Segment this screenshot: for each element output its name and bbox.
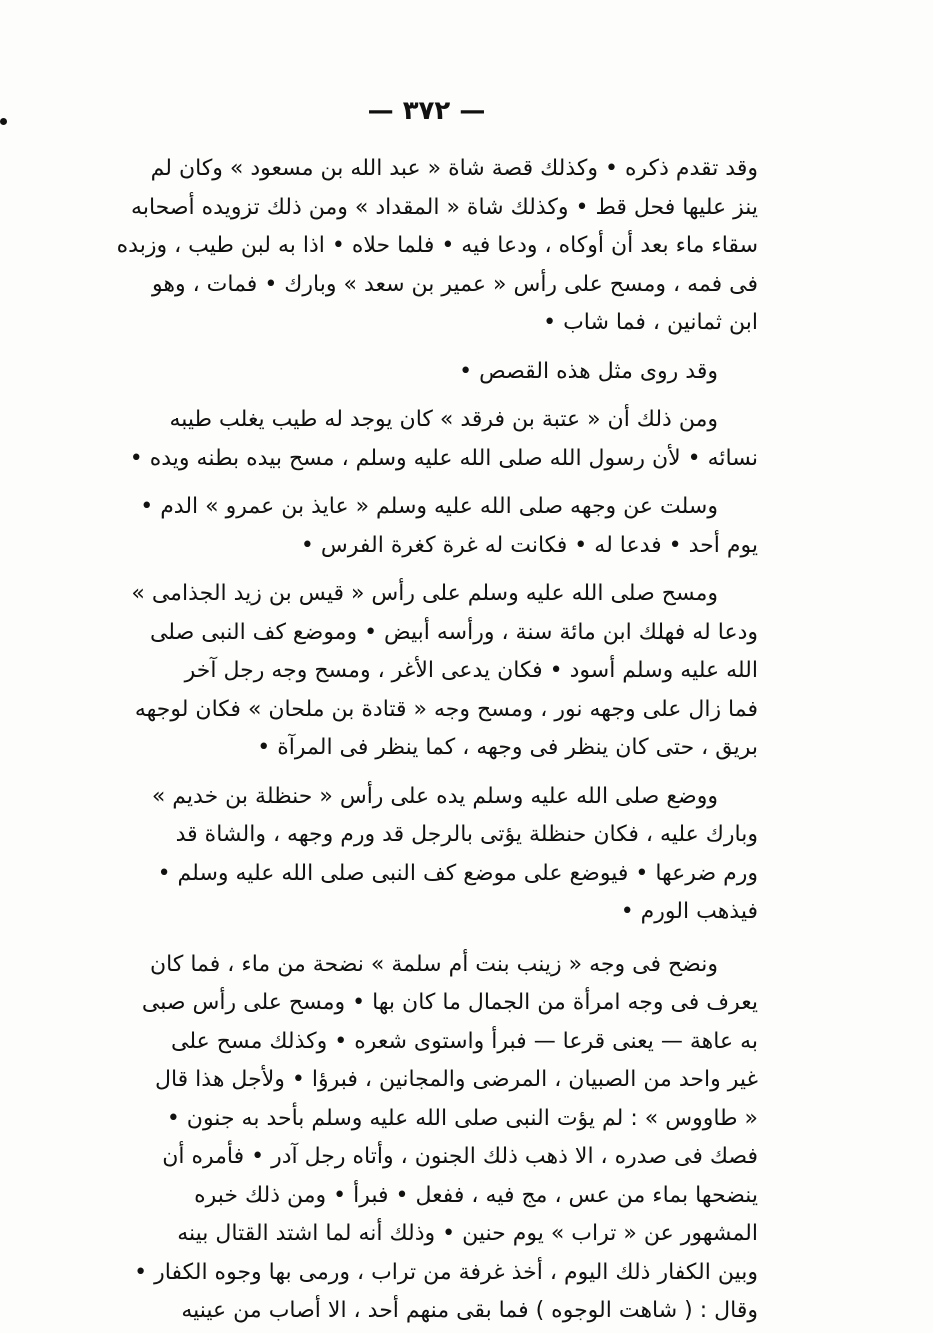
text-line: « طاووس » : لم يؤت النبى صلى الله عليه وسلم بأحد به جنون •	[166, 1105, 758, 1131]
text-line: ينز عليها فحل قط • وكذلك شاة « المقداد » ومن ذلك تزويده أصحابه	[131, 194, 758, 220]
text-line: الله عليه وسلم أسود • فكان يدعى الأغر ، ومسح وجه رجل آخر	[184, 658, 758, 683]
text-line: المشهور عن « تراب » يوم حنين • وذلك أنه لما اشتد القتال بينه	[177, 1221, 758, 1246]
text-line: ينضحها بماء من عس ، مج فيه ، ففعل • فبرأ • ومن ذلك خبره	[194, 1182, 758, 1208]
body-text	[108, 150, 758, 1333]
text-line: به عاهة — يعنى قرعا — فبرأ واستوى شعره • وكذلك مسح على	[171, 1028, 758, 1054]
text-line: ومسح صلى الله عليه وسلم على رأس « قيس بن زيد الجذامى »	[131, 581, 718, 606]
text-line: ابن ثمانين ، فما شاب •	[543, 310, 758, 335]
text-line: يعرف فى وجه امرأة من الجمال ما كان بها • ومسح على رأس صبى	[141, 990, 758, 1015]
text-line: سقاء ماء بعد أن أوكاه ، ودعا فيه • فلما حلاه • اذا به لبن طيب ، وزبده	[116, 233, 758, 258]
text-line: غير واحد من الصبيان ، المرضى والمجانين ، فبرؤا • ولأجل هذا قال	[154, 1067, 758, 1092]
paragraph-6	[108, 778, 758, 932]
text-line: فما زال على وجهه نور ، ومسح وجه « قتادة بن ملحان » فكان لوجهه	[134, 696, 758, 722]
text-line: وبارك عليه ، فكان حنظلة يؤتى بالرجل قد ورم وجهه ، والشاة قد	[175, 822, 758, 847]
paragraph-2	[108, 353, 758, 392]
text-line: يوم أحد • فدعا له • فكانت له غرة كغرة الفرس •	[300, 532, 758, 558]
paragraph-4	[108, 488, 758, 565]
text-line: ونضح فى وجه « زينب بنت أم سلمة » نضحة من ماء ، فما كان	[150, 951, 718, 977]
paragraph-3	[108, 401, 758, 478]
text-line: وسلت عن وجهه صلى الله عليه وسلم « عايذ بن عمرو » الدم •	[140, 494, 718, 519]
text-line: فصك فى صدره ، الا ذهب ذلك الجنون ، وأتاه رجل آدر • فأمره أن	[162, 1144, 758, 1169]
text-line: بريق ، حتى كان ينظر فى وجهه ، كما ينظر فى المرآة •	[257, 735, 758, 760]
text-line: ودعا له فهلك ابن مائة سنة ، ورأسه أبيض • وموضع كف النبى صلى	[149, 619, 758, 645]
paragraph-5	[108, 575, 758, 768]
text-line: وقد روى مثل هذه القصص •	[459, 358, 718, 384]
text-line: نسائه • لأن رسول الله صلى الله عليه وسلم ، مسح بيده بطنه ويده •	[129, 445, 758, 471]
page-number: — ٣٧٢ —	[367, 96, 486, 126]
text-line: ووضع صلى الله عليه وسلم يده على رأس « حنظلة بن خديم »	[151, 783, 718, 809]
text-line: وقال : ( شاهت الوجوه ) فما بقى منهم أحد ، الا أصاب من عينيه	[181, 1298, 758, 1323]
text-line: ورم ضرعها • فيوضع على موضع كف النبى صلى الله عليه وسلم •	[157, 860, 758, 886]
text-line: فيذهب الورم •	[620, 899, 758, 924]
text-line: فى فمه ، ومسح على رأس « عمير بن سعد » وبارك • فمات ، وهو	[152, 271, 758, 297]
text-line: وبين الكفار ذلك اليوم ، أخذ غرفة من تراب ، ورمى بها وجوه الكفار •	[134, 1259, 758, 1285]
paragraph-1	[108, 150, 758, 343]
text-line: وقد تقدم ذكره • وكذلك قصة شاة « عبد الله بن مسعود » وكان لم	[150, 156, 758, 181]
paragraph-7	[108, 946, 758, 1331]
text-line: ومن ذلك أن « عتبة بن فرقد » كان يوجد له طيب يغلب طيبه	[169, 407, 718, 432]
